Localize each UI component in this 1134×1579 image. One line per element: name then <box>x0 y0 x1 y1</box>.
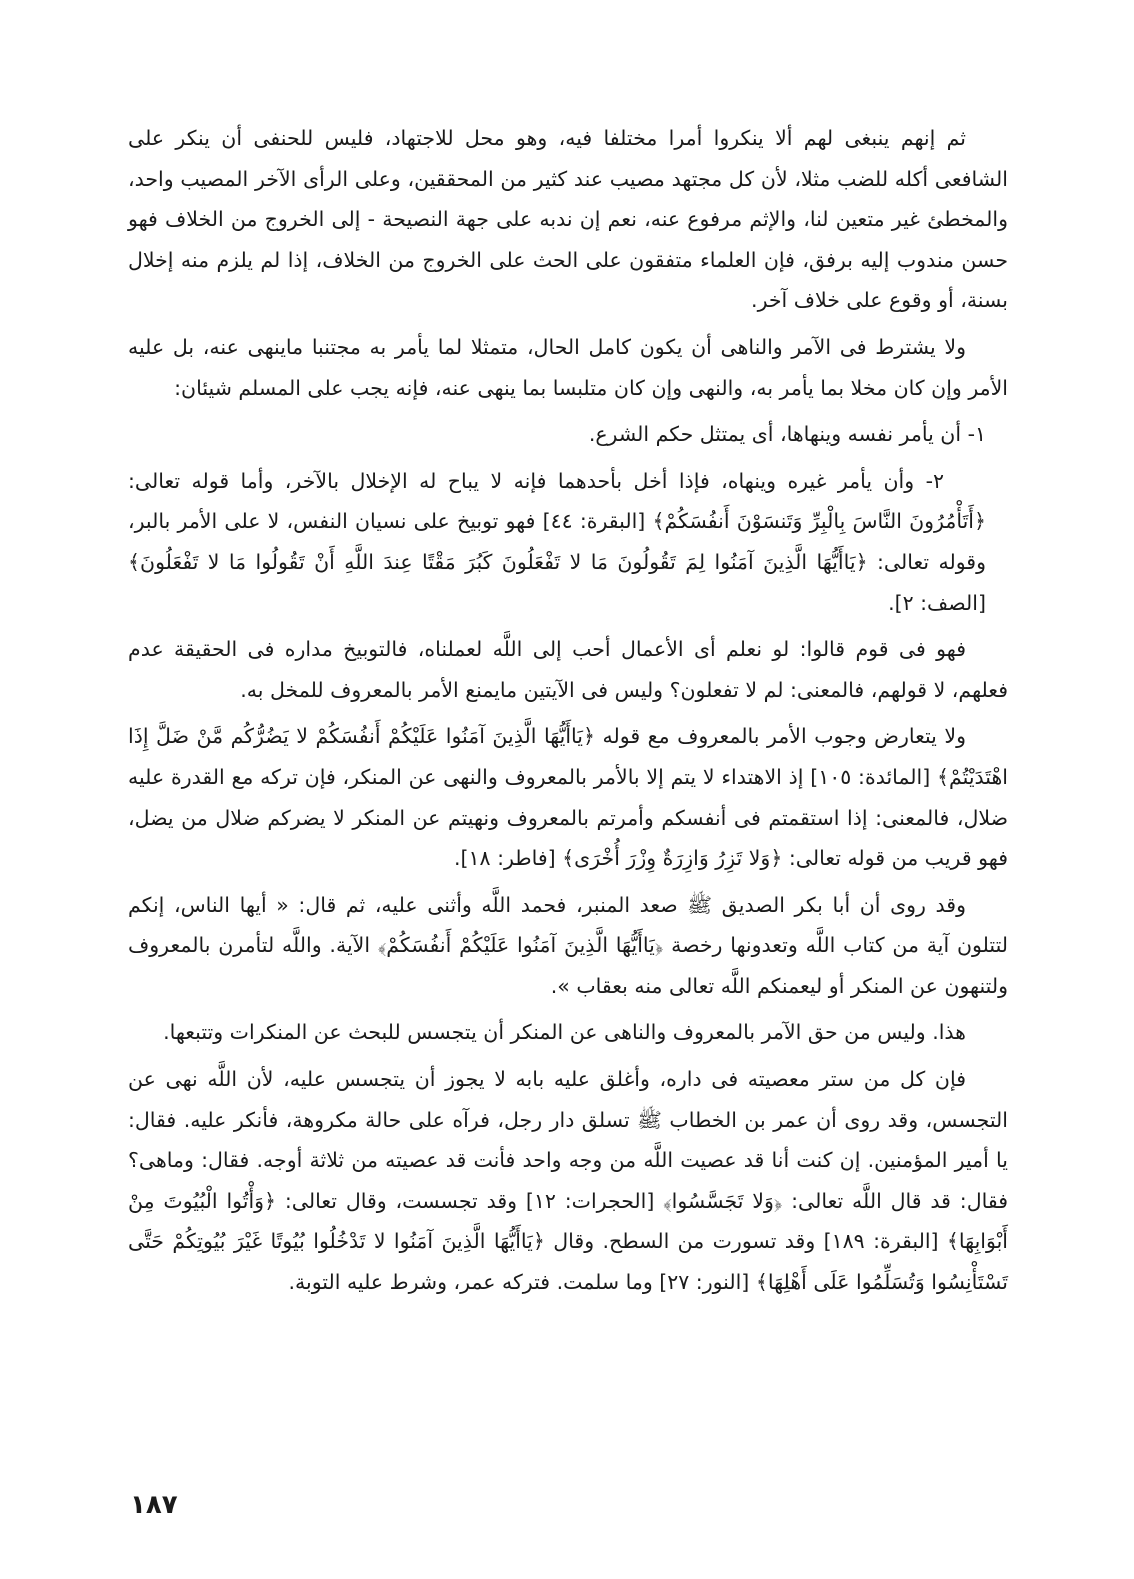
list-item-1: ١- أن يأمر نفسه وينهاها، أى يمتثل حكم الشرع. <box>588 422 986 447</box>
list-item-2: ٢- وأن يأمر غيره وينهاه، فإذا أخل بأحدهما فإنه لا يباح له الإخلال بالآخر، وأما قوله تعالى: ﴿أَتَأْمُرُونَ النَّاسَ بِالْبِرِّ وَتَنسَوْنَ أَنفُسَكُمْ﴾ [البقرة: ٤٤] فهو توبيخ على نسيان النفس، لا على الأمر بالبر، وقوله تعالى: ﴿يَاأَيُّهَا الَّذِينَ آمَنُوا لِمَ تَقُولُونَ مَا لا تَفْعَلُونَ كَبُرَ مَقْتًا عِندَ اللَّهِ أَنْ تَقُولُوا مَا لا تَفْعَلُونَ﴾ [الصف: ٢]. <box>128 468 986 615</box>
page-number: ١٨٧ <box>130 1490 178 1520</box>
paragraph-ikhtilaf: ثم إنهم ينبغى لهم ألا ينكروا أمرا مختلفا فيه، وهو محل للاجتهاد، فليس للحنفى أن ينكر على الشافعى أكله للضب مثلا، لأن كل مجتهد مصيب عند كثير من المحققين، وعلى الرأى الآخر المصيب واحد، والمخطئ غير متعين لنا، والإثم مرفوع عنه، نعم إن ندبه على جهة النصيحة - إلى الخروج من الخلاف فهو حسن مندوب إليه برفق، فإن العلماء متفقون على الحث على الخروج من الخلاف، إذا لم يلزم منه إخلال بسنة، أو وقوع على خلاف آخر. <box>128 126 1008 313</box>
paragraph-abu-bakr: وقد روى أن أبا بكر الصديق ﷺ صعد المنبر، فحمد اللَّه وأثنى عليه، ثم قال: « أيها الناس، إنكم لتتلون آية من كتاب اللَّه وتعدونها رخصة ﴿يَاأَيُّهَا الَّذِينَ آمَنُوا عَلَيْكُمْ أَنفُسَكُمْ﴾ الآية. واللَّه لتأمرن بالمعروف ولتنهون عن المنكر أو ليعمنكم اللَّه تعالى منه بعقاب ». <box>128 892 1008 998</box>
paragraph-umar: فإن كل من ستر معصيته فى داره، وأغلق عليه بابه لا يجوز أن يتجسس عليه، لأن اللَّه نهى عن التجسس، وقد روى أن عمر بن الخطاب ﷺ تسلق دار رجل، فرآه على حالة مكروهة، فأنكر عليه. فقال: يا أمير المؤمنين. إن كنت أنا قد عصيت اللَّه من وجه واحد فأنت قد عصيته من ثلاثة أوجه. فقال: وماهى؟ فقال: قد قال اللَّه تعالى: ﴿وَلا تَجَسَّسُوا﴾ [الحجرات: ١٢] وقد تجسست، وقال تعالى: ﴿وَأْتُوا الْبُيُوتَ مِنْ أَبْوَابِهَا﴾ [البقرة: ١٨٩] وقد تسورت من السطح. وقال ﴿يَاأَيُّهَا الَّذِينَ آمَنُوا لا تَدْخُلُوا بُيُوتًا غَيْرَ بُيُوتِكُمْ حَتَّى تَسْتَأْنِسُوا وَتُسَلِّمُوا عَلَى أَهْلِهَا﴾ [النور: ٢٧] وما سلمت. فتركه عمر، وشرط عليه التوبة. <box>128 1067 1009 1295</box>
paragraph-shart-al-amir: ولا يشترط فى الآمر والناهى أن يكون كامل الحال، متمثلا لما يأمر به مجتنبا ماينهى عنه، بل عليه الأمر وإن كان مخلا بما يأمر به، والنهى وإن كان متلبسا بما ينهى عنه، فإنه يجب على المسلم شيئان: <box>128 334 1008 400</box>
page-body <box>128 118 1008 1309</box>
paragraph-tajassus: هذا. وليس من حق الآمر بالمعروف والناهى عن المنكر أن يتجسس للبحث عن المنكرات وتتبعها. <box>163 1020 966 1045</box>
paragraph-tawbikh: فهو فى قوم قالوا: لو نعلم أى الأعمال أحب إلى اللَّه لعملناه، فالتوبيخ مداره فى الحقيقة عدم فعلهم، لا قولهم، فالمعنى: لم لا تفعلون؟ وليس فى الآيتين مايمنع الأمر بالمعروف للمخل به. <box>128 637 1008 702</box>
paragraph-la-yataarad: ولا يتعارض وجوب الأمر بالمعروف مع قوله ﴿يَاأَيُّهَا الَّذِينَ آمَنُوا عَلَيْكُمْ أَنفُسَكُمْ لا يَضُرُّكُم مَّنْ ضَلَّ إِذَا اهْتَدَيْتُمْ﴾ [المائدة: ١٠٥] إذ الاهتداء لا يتم إلا بالأمر بالمعروف والنهى عن المنكر، فإن تركه مع القدرة عليه ضلال، فالمعنى: إذا استقمتم فى أنفسكم وأمرتم بالمعروف ونهيتم عن المنكر لا يضركم ضلال من يضل، فهو قريب من قوله تعالى: ﴿وَلا تَزِرُ وَازِرَةٌ وِزْرَ أُخْرَى﴾ [فاطر: ١٨]. <box>128 724 1008 871</box>
